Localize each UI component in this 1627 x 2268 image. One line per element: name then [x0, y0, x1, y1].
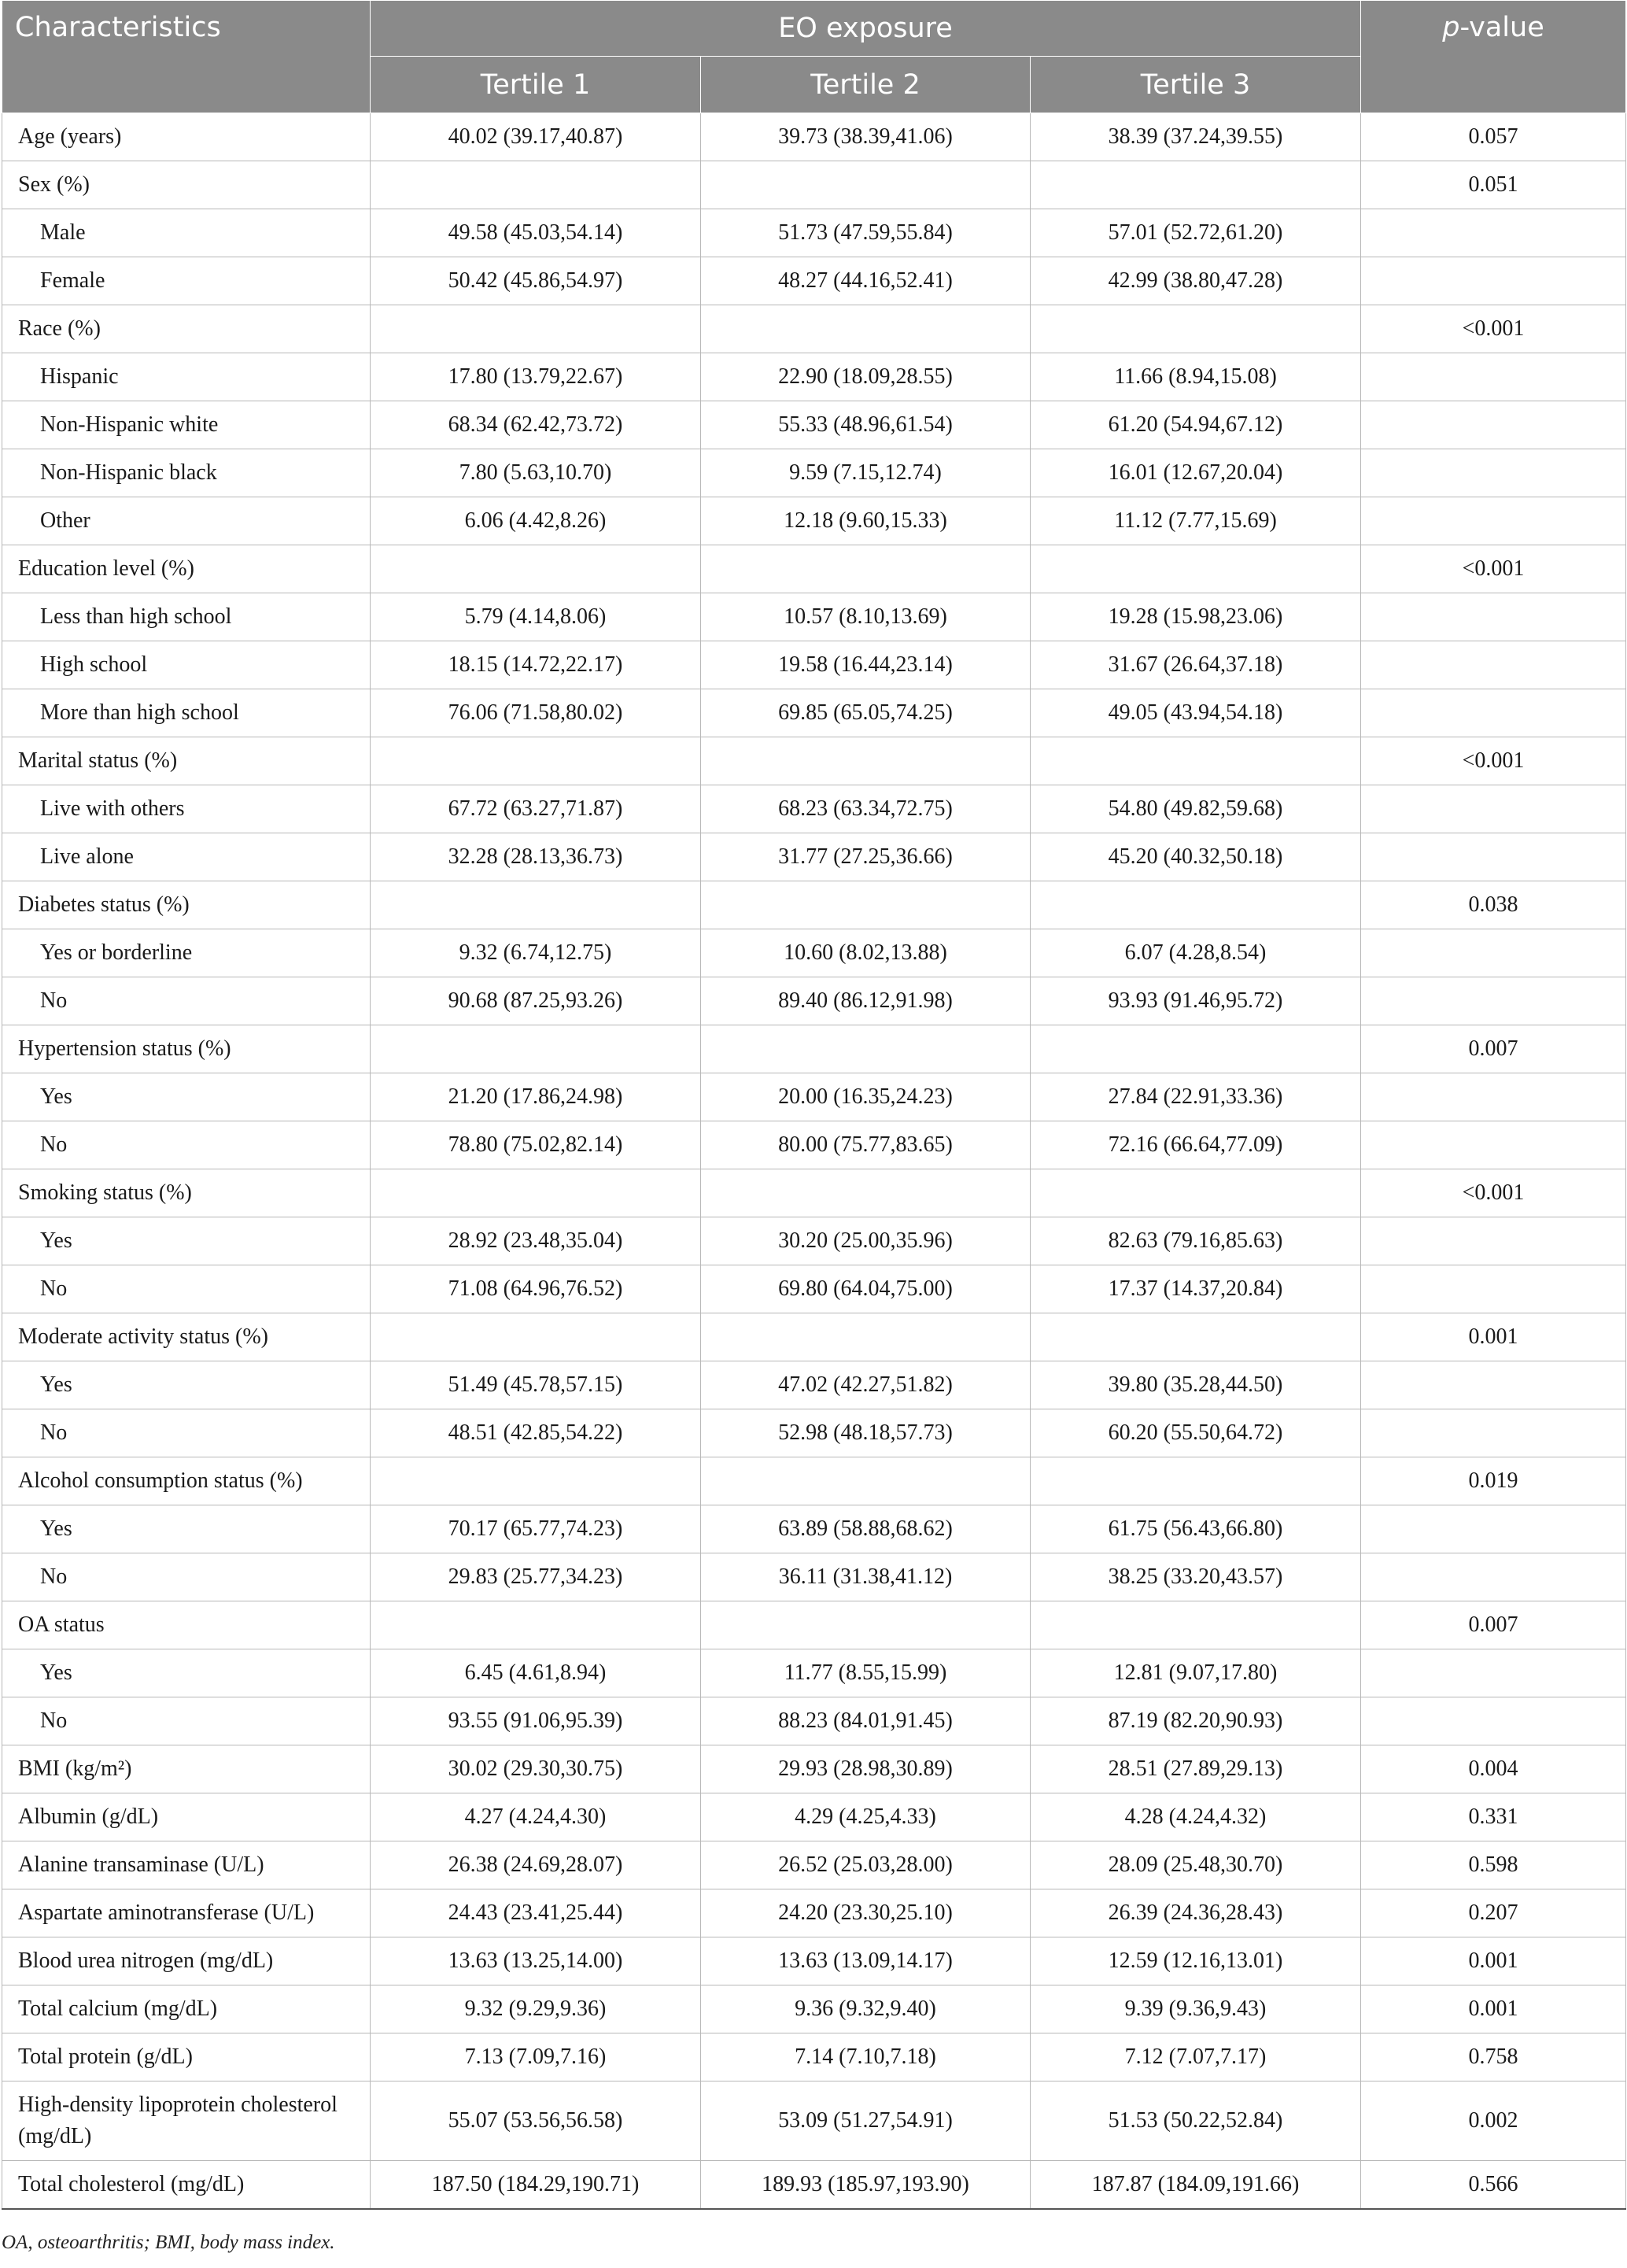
p-value: 0.598: [1361, 1841, 1626, 1889]
tertile-2-value: 89.40 (86.12,91.98): [701, 977, 1031, 1025]
tertile-2-value: 10.57 (8.10,13.69): [701, 593, 1031, 641]
p-value: [1361, 257, 1626, 305]
tertile-1-value: [371, 1169, 701, 1217]
tertile-2-value: 55.33 (48.96,61.54): [701, 401, 1031, 449]
table-row: [2, 449, 1626, 497]
row-label: High-density lipoprotein cholesterol (mg/dL): [2, 2081, 371, 2161]
row-label: Yes: [2, 1217, 371, 1265]
p-value: [1361, 977, 1626, 1025]
tertile-3-value: 11.12 (7.77,15.69): [1031, 497, 1361, 545]
p-value: 0.001: [1361, 1937, 1626, 1985]
tertile-1-value: [371, 737, 701, 785]
tertile-2-value: 9.36 (9.32,9.40): [701, 1985, 1031, 2033]
p-value: [1361, 1505, 1626, 1553]
table-row: [2, 593, 1626, 641]
row-label: More than high school: [2, 689, 371, 737]
tertile-2-value: 4.29 (4.25,4.33): [701, 1793, 1031, 1841]
table-row: [2, 737, 1626, 785]
table-row: [2, 1361, 1626, 1409]
table-row: [2, 1121, 1626, 1169]
tertile-3-value: 38.39 (37.24,39.55): [1031, 113, 1361, 161]
p-value: [1361, 1409, 1626, 1457]
tertile-3-value: [1031, 737, 1361, 785]
tertile-1-value: 29.83 (25.77,34.23): [371, 1553, 701, 1601]
p-value: [1361, 785, 1626, 833]
tertile-2-value: [701, 305, 1031, 353]
tertile-2-value: 189.93 (185.97,193.90): [701, 2161, 1031, 2210]
p-value: [1361, 929, 1626, 977]
tertile-1-value: 32.28 (28.13,36.73): [371, 833, 701, 881]
p-value-letter: p: [1442, 12, 1460, 43]
row-label: Alanine transaminase (U/L): [2, 1841, 371, 1889]
p-value: [1361, 593, 1626, 641]
header-eo-exposure: EO exposure: [371, 1, 1361, 57]
p-value: 0.566: [1361, 2161, 1626, 2210]
tertile-1-value: 9.32 (6.74,12.75): [371, 929, 701, 977]
header-characteristics: Characteristics: [2, 1, 371, 113]
row-label: Live alone: [2, 833, 371, 881]
table-row: [2, 1265, 1626, 1313]
table-row: [2, 1553, 1626, 1601]
p-value: [1361, 833, 1626, 881]
p-value: [1361, 353, 1626, 401]
header-tertile-3: Tertile 3: [1031, 57, 1361, 113]
tertile-1-value: 18.15 (14.72,22.17): [371, 641, 701, 689]
table-row: [2, 1169, 1626, 1217]
tertile-3-value: 27.84 (22.91,33.36): [1031, 1073, 1361, 1121]
tertile-2-value: 22.90 (18.09,28.55): [701, 353, 1031, 401]
tertile-2-value: 29.93 (28.98,30.89): [701, 1745, 1031, 1793]
row-label: Race (%): [2, 305, 371, 353]
tertile-2-value: 69.80 (64.04,75.00): [701, 1265, 1031, 1313]
table-row: [2, 785, 1626, 833]
characteristics-table: [2, 0, 1626, 2210]
row-label: Male: [2, 209, 371, 257]
p-value: [1361, 1265, 1626, 1313]
p-value: [1361, 1553, 1626, 1601]
row-label: No: [2, 977, 371, 1025]
tertile-2-value: 9.59 (7.15,12.74): [701, 449, 1031, 497]
tertile-1-value: [371, 1313, 701, 1361]
row-label: Hispanic: [2, 353, 371, 401]
tertile-1-value: 76.06 (71.58,80.02): [371, 689, 701, 737]
tertile-2-value: [701, 1025, 1031, 1073]
tertile-3-value: 54.80 (49.82,59.68): [1031, 785, 1361, 833]
table-row: [2, 1649, 1626, 1697]
tertile-3-value: 39.80 (35.28,44.50): [1031, 1361, 1361, 1409]
p-value: 0.057: [1361, 113, 1626, 161]
row-label: Female: [2, 257, 371, 305]
table-row: [2, 1601, 1626, 1649]
table-row: [2, 977, 1626, 1025]
table-row: [2, 257, 1626, 305]
row-label: No: [2, 1697, 371, 1745]
tertile-1-value: 21.20 (17.86,24.98): [371, 1073, 701, 1121]
tertile-1-value: 28.92 (23.48,35.04): [371, 1217, 701, 1265]
tertile-3-value: 38.25 (33.20,43.57): [1031, 1553, 1361, 1601]
table-row: [2, 1937, 1626, 1985]
tertile-3-value: 93.93 (91.46,95.72): [1031, 977, 1361, 1025]
tertile-2-value: 88.23 (84.01,91.45): [701, 1697, 1031, 1745]
tertile-3-value: [1031, 161, 1361, 209]
table-row: [2, 689, 1626, 737]
tertile-3-value: 7.12 (7.07,7.17): [1031, 2033, 1361, 2081]
tertile-2-value: 30.20 (25.00,35.96): [701, 1217, 1031, 1265]
tertile-2-value: [701, 1313, 1031, 1361]
row-label: Live with others: [2, 785, 371, 833]
tertile-2-value: 26.52 (25.03,28.00): [701, 1841, 1031, 1889]
tertile-1-value: 7.80 (5.63,10.70): [371, 449, 701, 497]
tertile-1-value: 55.07 (53.56,56.58): [371, 2081, 701, 2161]
row-label: Moderate activity status (%): [2, 1313, 371, 1361]
row-label: Education level (%): [2, 545, 371, 593]
tertile-1-value: 9.32 (9.29,9.36): [371, 1985, 701, 2033]
tertile-2-value: 10.60 (8.02,13.88): [701, 929, 1031, 977]
row-label: Blood urea nitrogen (mg/dL): [2, 1937, 371, 1985]
table-row: [2, 1025, 1626, 1073]
row-label: Yes: [2, 1649, 371, 1697]
tertile-2-value: 68.23 (63.34,72.75): [701, 785, 1031, 833]
p-value: 0.001: [1361, 1985, 1626, 2033]
table-row: [2, 1313, 1626, 1361]
p-value: <0.001: [1361, 1169, 1626, 1217]
header-tertile-2: Tertile 2: [701, 57, 1031, 113]
table-row: [2, 641, 1626, 689]
table-row: [2, 1409, 1626, 1457]
p-value: 0.002: [1361, 2081, 1626, 2161]
table-row: [2, 113, 1626, 161]
tertile-1-value: [371, 305, 701, 353]
tertile-1-value: 24.43 (23.41,25.44): [371, 1889, 701, 1937]
row-label: High school: [2, 641, 371, 689]
tertile-2-value: [701, 737, 1031, 785]
row-label: No: [2, 1121, 371, 1169]
tertile-1-value: 7.13 (7.09,7.16): [371, 2033, 701, 2081]
tertile-2-value: [701, 1169, 1031, 1217]
p-value: [1361, 1361, 1626, 1409]
p-value: [1361, 1121, 1626, 1169]
tertile-1-value: [371, 161, 701, 209]
tertile-1-value: 40.02 (39.17,40.87): [371, 113, 701, 161]
p-value: [1361, 1649, 1626, 1697]
tertile-1-value: 68.34 (62.42,73.72): [371, 401, 701, 449]
tertile-3-value: 16.01 (12.67,20.04): [1031, 449, 1361, 497]
table-row: [2, 1841, 1626, 1889]
tertile-3-value: 72.16 (66.64,77.09): [1031, 1121, 1361, 1169]
table-row: [2, 1457, 1626, 1505]
p-value: 0.331: [1361, 1793, 1626, 1841]
tertile-3-value: 31.67 (26.64,37.18): [1031, 641, 1361, 689]
tertile-3-value: 26.39 (24.36,28.43): [1031, 1889, 1361, 1937]
row-label: Total cholesterol (mg/dL): [2, 2161, 371, 2210]
row-label: Albumin (g/dL): [2, 1793, 371, 1841]
row-label: Hypertension status (%): [2, 1025, 371, 1073]
p-value: 0.758: [1361, 2033, 1626, 2081]
tertile-1-value: [371, 1025, 701, 1073]
tertile-3-value: [1031, 1601, 1361, 1649]
p-value: <0.001: [1361, 737, 1626, 785]
tertile-3-value: 49.05 (43.94,54.18): [1031, 689, 1361, 737]
tertile-3-value: 12.81 (9.07,17.80): [1031, 1649, 1361, 1697]
row-label: Yes: [2, 1505, 371, 1553]
tertile-3-value: [1031, 881, 1361, 929]
row-label: Sex (%): [2, 161, 371, 209]
tertile-1-value: 30.02 (29.30,30.75): [371, 1745, 701, 1793]
tertile-1-value: 187.50 (184.29,190.71): [371, 2161, 701, 2210]
tertile-1-value: 49.58 (45.03,54.14): [371, 209, 701, 257]
row-label: Alcohol consumption status (%): [2, 1457, 371, 1505]
tertile-2-value: 63.89 (58.88,68.62): [701, 1505, 1031, 1553]
tertile-3-value: 187.87 (184.09,191.66): [1031, 2161, 1361, 2210]
header-tertile-1: Tertile 1: [371, 57, 701, 113]
tertile-2-value: 13.63 (13.09,14.17): [701, 1937, 1031, 1985]
tertile-3-value: [1031, 545, 1361, 593]
table-row: [2, 305, 1626, 353]
row-label: No: [2, 1409, 371, 1457]
table-row: [2, 1697, 1626, 1745]
tertile-3-value: [1031, 1457, 1361, 1505]
tertile-1-value: 93.55 (91.06,95.39): [371, 1697, 701, 1745]
tertile-1-value: [371, 1601, 701, 1649]
tertile-3-value: 45.20 (40.32,50.18): [1031, 833, 1361, 881]
row-label: No: [2, 1553, 371, 1601]
p-value: 0.038: [1361, 881, 1626, 929]
tertile-2-value: 31.77 (27.25,36.66): [701, 833, 1031, 881]
tertile-1-value: 4.27 (4.24,4.30): [371, 1793, 701, 1841]
table-row: [2, 1745, 1626, 1793]
table-body: [2, 113, 1626, 2210]
tertile-2-value: 69.85 (65.05,74.25): [701, 689, 1031, 737]
tertile-3-value: 9.39 (9.36,9.43): [1031, 1985, 1361, 2033]
tertile-3-value: 12.59 (12.16,13.01): [1031, 1937, 1361, 1985]
tertile-3-value: 57.01 (52.72,61.20): [1031, 209, 1361, 257]
p-value: 0.007: [1361, 1025, 1626, 1073]
row-label: Diabetes status (%): [2, 881, 371, 929]
row-label: Age (years): [2, 113, 371, 161]
row-label: Non-Hispanic white: [2, 401, 371, 449]
tertile-2-value: 52.98 (48.18,57.73): [701, 1409, 1031, 1457]
tertile-3-value: [1031, 305, 1361, 353]
row-label: BMI (kg/m²): [2, 1745, 371, 1793]
row-label: Non-Hispanic black: [2, 449, 371, 497]
tertile-1-value: 48.51 (42.85,54.22): [371, 1409, 701, 1457]
row-label: Total calcium (mg/dL): [2, 1985, 371, 2033]
tertile-1-value: 70.17 (65.77,74.23): [371, 1505, 701, 1553]
table-row: [2, 1889, 1626, 1937]
p-value: [1361, 641, 1626, 689]
table-row: [2, 1073, 1626, 1121]
tertile-2-value: 47.02 (42.27,51.82): [701, 1361, 1031, 1409]
tertile-2-value: [701, 1601, 1031, 1649]
row-label: No: [2, 1265, 371, 1313]
tertile-2-value: 7.14 (7.10,7.18): [701, 2033, 1031, 2081]
p-value: 0.001: [1361, 1313, 1626, 1361]
table-row: [2, 209, 1626, 257]
table-row: [2, 833, 1626, 881]
tertile-1-value: 13.63 (13.25,14.00): [371, 1937, 701, 1985]
table-row: [2, 1217, 1626, 1265]
tertile-2-value: [701, 545, 1031, 593]
table-row: [2, 2081, 1626, 2161]
p-value: 0.019: [1361, 1457, 1626, 1505]
p-value: [1361, 497, 1626, 545]
tertile-2-value: 53.09 (51.27,54.91): [701, 2081, 1031, 2161]
tertile-1-value: 6.06 (4.42,8.26): [371, 497, 701, 545]
tertile-2-value: 11.77 (8.55,15.99): [701, 1649, 1031, 1697]
table-row: [2, 1793, 1626, 1841]
tertile-1-value: 26.38 (24.69,28.07): [371, 1841, 701, 1889]
tertile-3-value: 42.99 (38.80,47.28): [1031, 257, 1361, 305]
tertile-3-value: 17.37 (14.37,20.84): [1031, 1265, 1361, 1313]
tertile-2-value: 12.18 (9.60,15.33): [701, 497, 1031, 545]
table-row: [2, 2033, 1626, 2081]
row-label: Smoking status (%): [2, 1169, 371, 1217]
tertile-1-value: 78.80 (75.02,82.14): [371, 1121, 701, 1169]
p-value: <0.001: [1361, 545, 1626, 593]
table-row: [2, 881, 1626, 929]
table-row: [2, 497, 1626, 545]
p-value: [1361, 689, 1626, 737]
tertile-3-value: 4.28 (4.24,4.32): [1031, 1793, 1361, 1841]
tertile-3-value: 61.75 (56.43,66.80): [1031, 1505, 1361, 1553]
p-value: [1361, 1697, 1626, 1745]
row-label: Yes: [2, 1073, 371, 1121]
tertile-3-value: 87.19 (82.20,90.93): [1031, 1697, 1361, 1745]
p-value: [1361, 449, 1626, 497]
tertile-3-value: 82.63 (79.16,85.63): [1031, 1217, 1361, 1265]
tertile-1-value: 6.45 (4.61,8.94): [371, 1649, 701, 1697]
tertile-2-value: 24.20 (23.30,25.10): [701, 1889, 1031, 1937]
table-row: [2, 401, 1626, 449]
tertile-2-value: 80.00 (75.77,83.65): [701, 1121, 1031, 1169]
table-footnote: OA, osteoarthritis; BMI, body mass index.: [2, 2232, 335, 2253]
tertile-3-value: [1031, 1169, 1361, 1217]
table-row: [2, 929, 1626, 977]
tertile-1-value: 67.72 (63.27,71.87): [371, 785, 701, 833]
p-value: 0.004: [1361, 1745, 1626, 1793]
p-value: [1361, 1217, 1626, 1265]
tertile-1-value: 71.08 (64.96,76.52): [371, 1265, 701, 1313]
tertile-2-value: 39.73 (38.39,41.06): [701, 113, 1031, 161]
row-label: Aspartate aminotransferase (U/L): [2, 1889, 371, 1937]
tertile-2-value: 36.11 (31.38,41.12): [701, 1553, 1031, 1601]
tertile-1-value: 90.68 (87.25,93.26): [371, 977, 701, 1025]
tertile-1-value: [371, 1457, 701, 1505]
table-row: [2, 161, 1626, 209]
header-p-value: [1361, 1, 1626, 113]
tertile-3-value: 28.09 (25.48,30.70): [1031, 1841, 1361, 1889]
tertile-2-value: [701, 881, 1031, 929]
tertile-3-value: 51.53 (50.22,52.84): [1031, 2081, 1361, 2161]
tertile-2-value: 20.00 (16.35,24.23): [701, 1073, 1031, 1121]
p-value: [1361, 401, 1626, 449]
tertile-1-value: 51.49 (45.78,57.15): [371, 1361, 701, 1409]
tertile-3-value: [1031, 1025, 1361, 1073]
table-row: [2, 545, 1626, 593]
row-label: Total protein (g/dL): [2, 2033, 371, 2081]
table-row: [2, 353, 1626, 401]
row-label: Marital status (%): [2, 737, 371, 785]
p-value: <0.001: [1361, 305, 1626, 353]
row-label: OA status: [2, 1601, 371, 1649]
p-value-suffix: -value: [1459, 12, 1544, 43]
table-header: [2, 1, 1626, 113]
tertile-2-value: 51.73 (47.59,55.84): [701, 209, 1031, 257]
tertile-2-value: 19.58 (16.44,23.14): [701, 641, 1031, 689]
p-value: 0.051: [1361, 161, 1626, 209]
p-value: [1361, 209, 1626, 257]
tertile-3-value: 60.20 (55.50,64.72): [1031, 1409, 1361, 1457]
tertile-3-value: 19.28 (15.98,23.06): [1031, 593, 1361, 641]
tertile-2-value: 48.27 (44.16,52.41): [701, 257, 1031, 305]
tertile-3-value: 11.66 (8.94,15.08): [1031, 353, 1361, 401]
tertile-1-value: 17.80 (13.79,22.67): [371, 353, 701, 401]
tertile-1-value: [371, 881, 701, 929]
tertile-1-value: [371, 545, 701, 593]
p-value: [1361, 1073, 1626, 1121]
tertile-2-value: [701, 161, 1031, 209]
row-label: Other: [2, 497, 371, 545]
table-row: [2, 1985, 1626, 2033]
tertile-2-value: [701, 1457, 1031, 1505]
tertile-3-value: [1031, 1313, 1361, 1361]
row-label: Yes or borderline: [2, 929, 371, 977]
tertile-3-value: 61.20 (54.94,67.12): [1031, 401, 1361, 449]
tertile-1-value: 5.79 (4.14,8.06): [371, 593, 701, 641]
row-label: Yes: [2, 1361, 371, 1409]
row-label: Less than high school: [2, 593, 371, 641]
tertile-3-value: 28.51 (27.89,29.13): [1031, 1745, 1361, 1793]
p-value: 0.207: [1361, 1889, 1626, 1937]
table-row: [2, 1505, 1626, 1553]
table-row: [2, 2161, 1626, 2210]
tertile-3-value: 6.07 (4.28,8.54): [1031, 929, 1361, 977]
tertile-1-value: 50.42 (45.86,54.97): [371, 257, 701, 305]
p-value: 0.007: [1361, 1601, 1626, 1649]
